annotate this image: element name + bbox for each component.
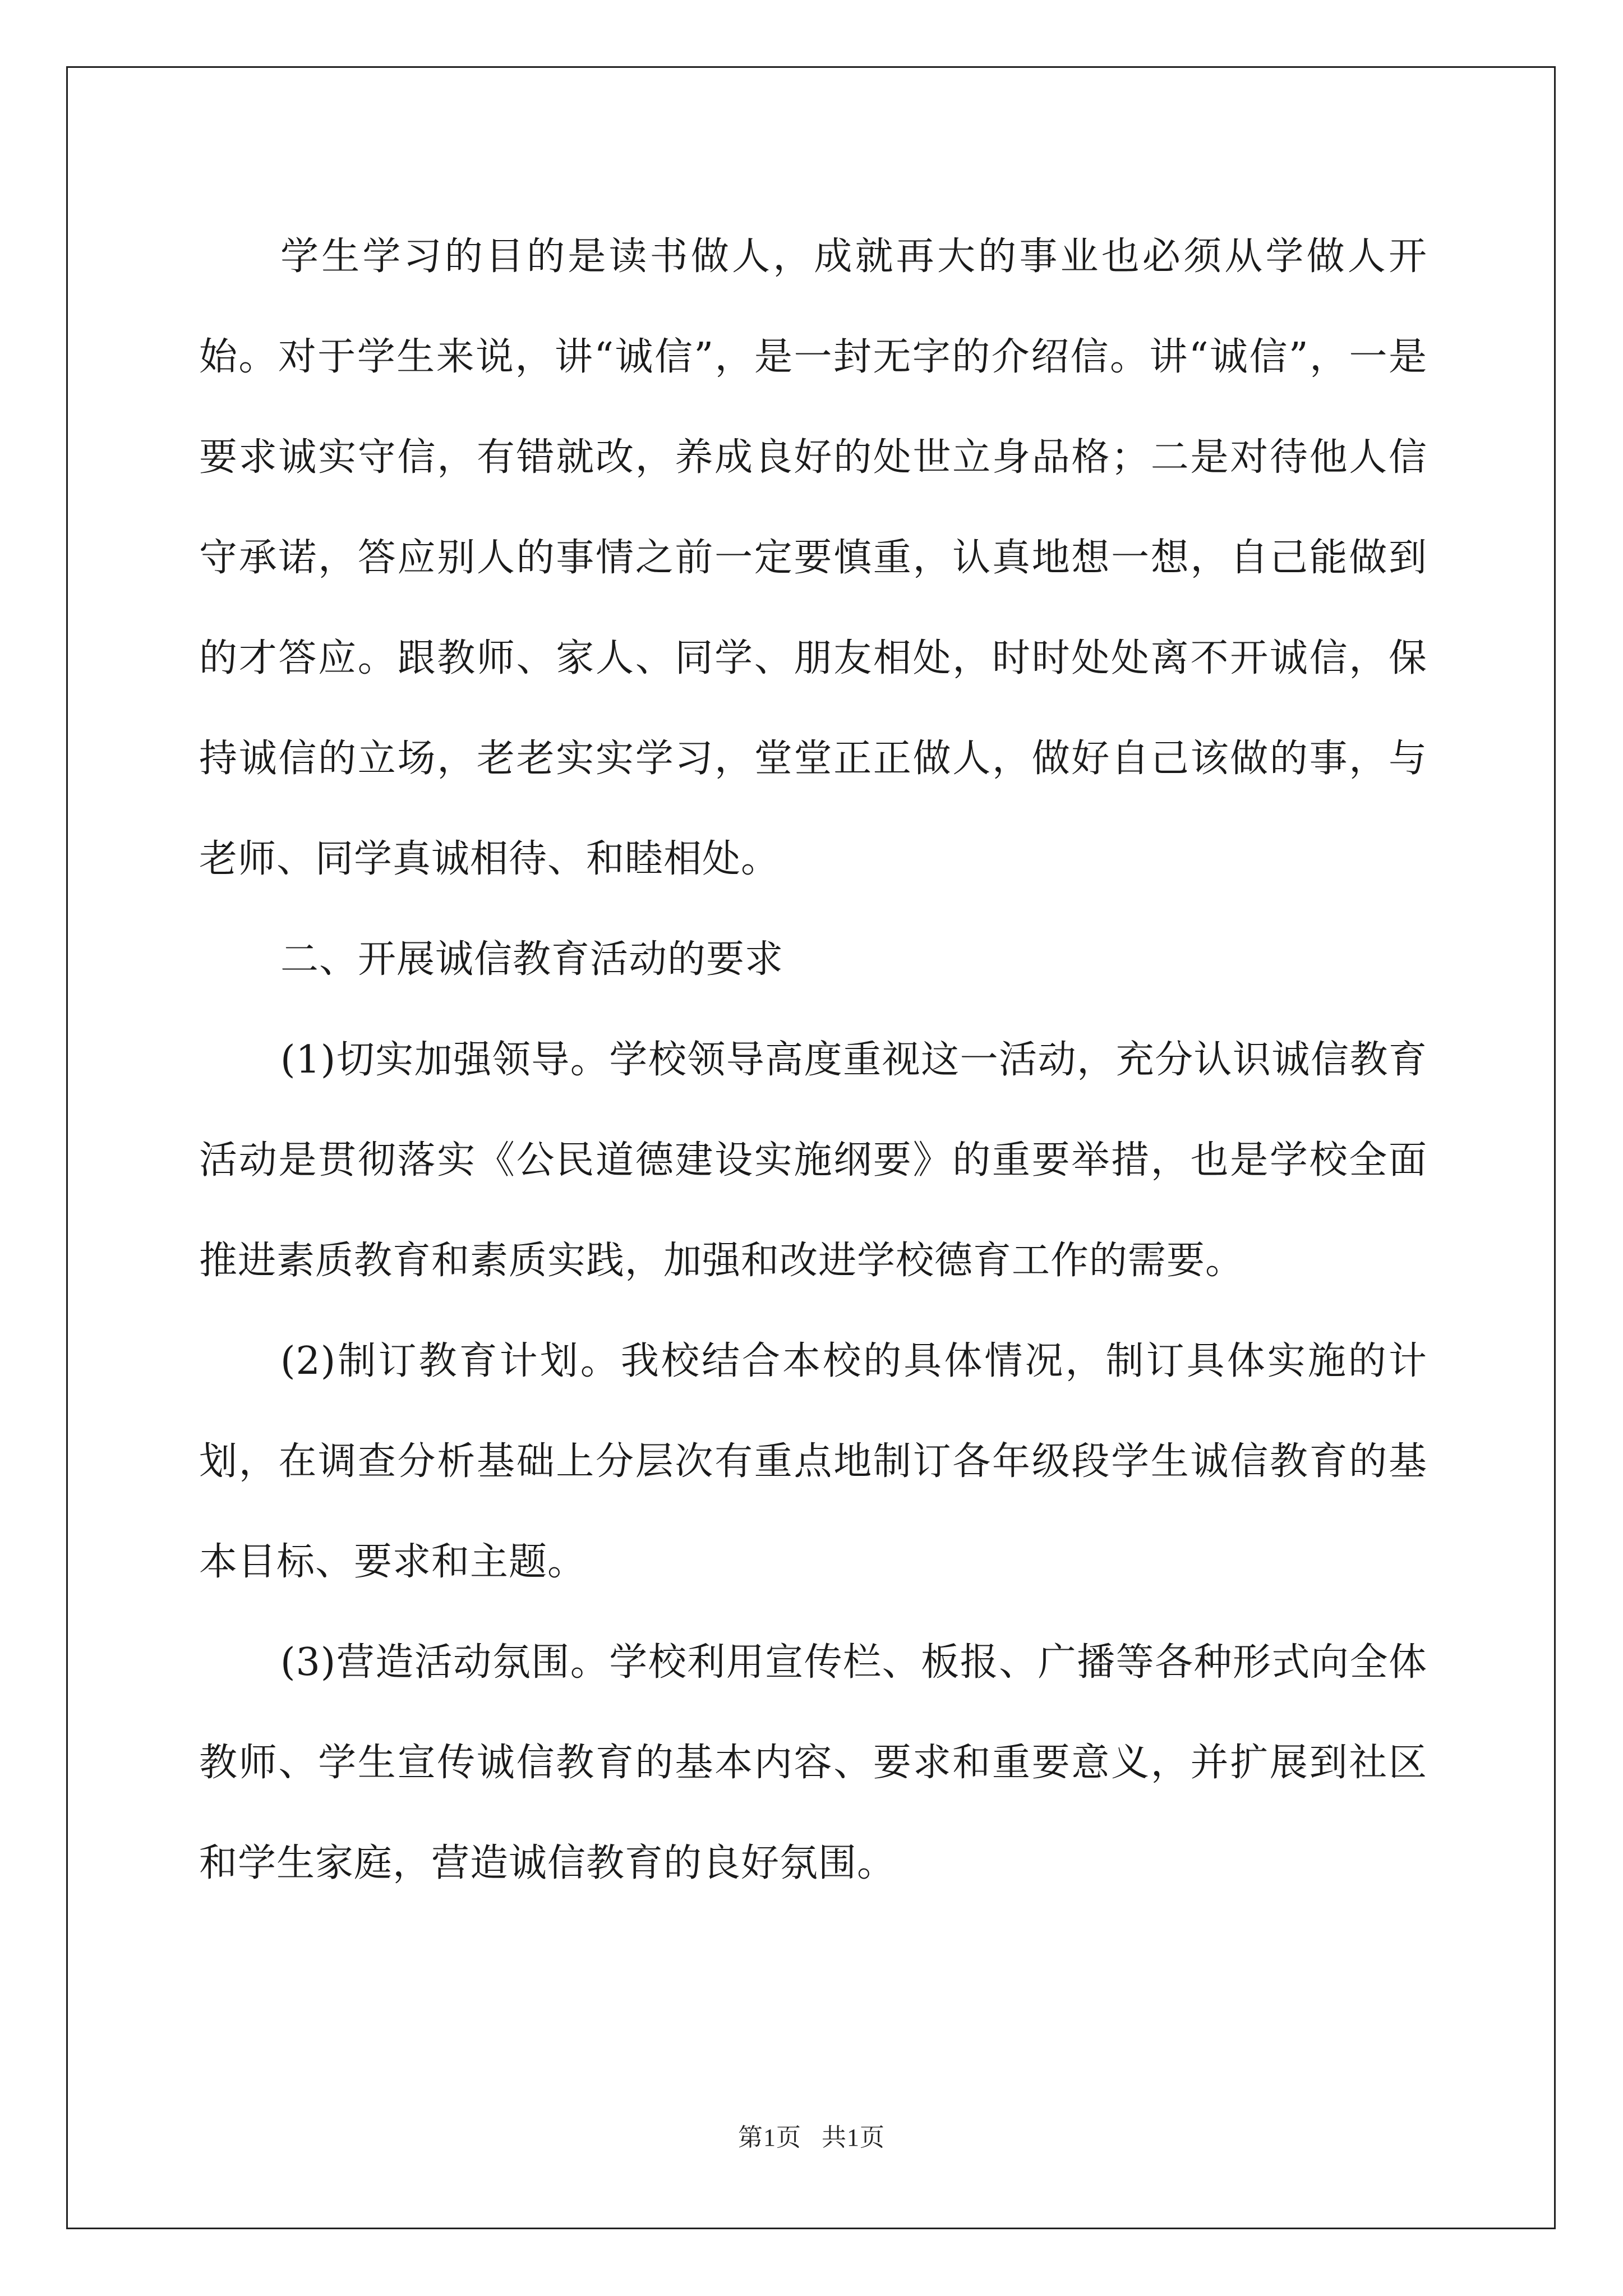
paragraph-integrity-meaning: 学生学习的目的是读书做人，成就再大的事业也必须从学做人开始。对于学生来说，讲“诚信”，是一封无字的介绍信。讲“诚信”，一是要求诚实守信，有错就改，养成良好的处世立身品格；二是对待他人信守承诺，答应别人的事情之前一定要慎重，认真地想一想，自己能做到的才答应。跟教师、家人、同学、朋友相处，时时处处离不开诚信，保持诚信的立场，老老实实学习，堂堂正正做人，做好自己该做的事，与老师、同学真诚相待、和睦相处。 [199,234,1427,881]
document-body [199,206,1427,1913]
page-number-total: 共1页 [822,2124,885,2151]
paragraph-leadership: (1)切实加强领导。学校领导高度重视这一活动，充分认识诚信教育活动是贯彻落实《公民道德建设实施纲要》的重要举措，也是学校全面推进素质教育和素质实践，加强和改进学校德育工作的需要。 [199,1038,1427,1283]
section-heading-requirements: 二、开展诚信教育活动的要求 [280,937,784,982]
page-footer [0,2117,1623,2153]
paragraph-education-plan: (2)制订教育计划。我校结合本校的具体情况，制订具体实施的计划，在调查分析基础上分层次有重点地制订各年级段学生诚信教育的基本目标、要求和主题。 [199,1339,1427,1584]
page-number-current: 第1页 [738,2124,801,2151]
paragraph-activity-atmosphere: (3)营造活动氛围。学校利用宣传栏、板报、广播等各种形式向全体教师、学生宣传诚信教育的基本内容、要求和重要意义，并扩展到社区和学生家庭，营造诚信教育的良好氛围。 [199,1640,1427,1885]
